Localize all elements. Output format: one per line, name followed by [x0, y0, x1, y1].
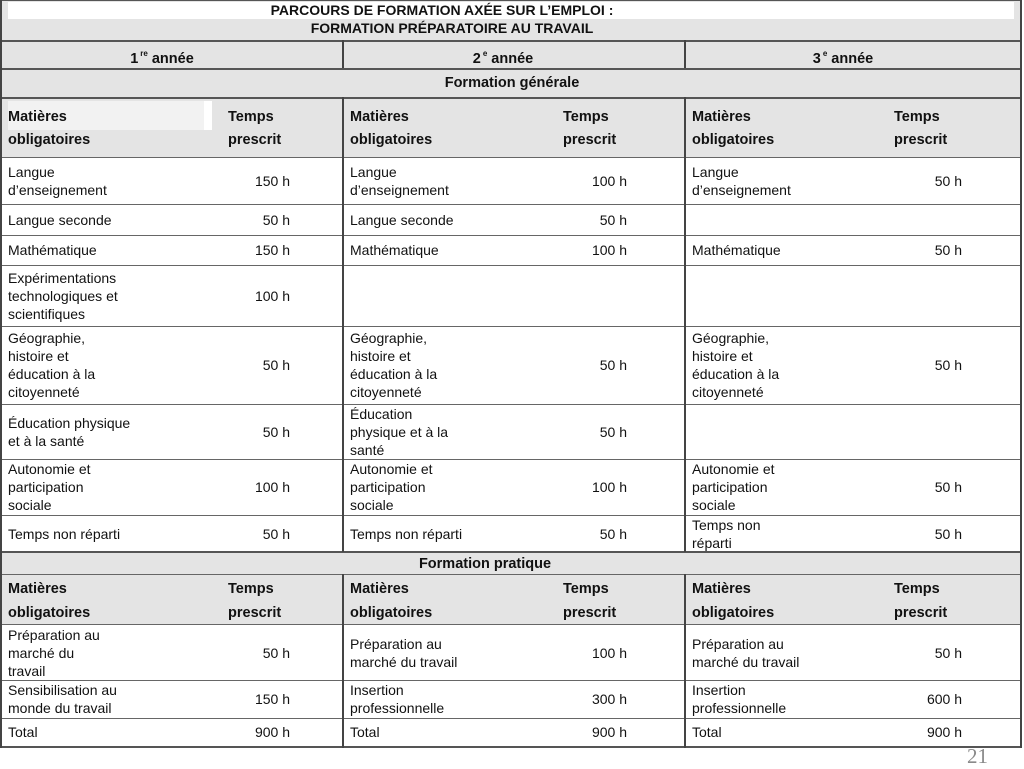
year-label: année — [151, 51, 194, 67]
horizontal-rule — [0, 574, 1022, 575]
general-row-1-time-1: 150 h — [254, 172, 290, 189]
practical-row-1-time-3: 50 h — [934, 644, 962, 661]
general-row-3-time-3: 50 h — [934, 242, 962, 258]
general-row-1-subject-3: Langue d’enseignement — [692, 163, 791, 198]
horizontal-rule — [0, 68, 1022, 70]
practical-row-2-time-1: 150 h — [254, 691, 290, 707]
header-text: prescrit — [563, 605, 617, 621]
practical-row-1-time-1: 50 h — [262, 644, 290, 661]
general-row-8-subject-2: Temps non réparti — [350, 525, 463, 542]
general-row-7-time-3: 50 h — [934, 479, 962, 495]
practical-row-1-subject-1: Préparation au marché du travail — [8, 626, 100, 679]
general-row-5-time-2: 50 h — [599, 357, 627, 373]
year-suffix: e — [822, 49, 828, 58]
year-label: année — [831, 51, 874, 67]
header-text: obligatoires — [350, 605, 433, 621]
general-row-2-time-1: 50 h — [262, 211, 290, 228]
practical-row-1-subject-2: Préparation au marché du travail — [350, 635, 458, 670]
general-row-2-time-3 — [886, 204, 962, 235]
horizontal-rule — [0, 746, 1022, 748]
general-time-header-1 — [220, 106, 342, 152]
general-row-7-time-2: 100 h — [591, 479, 627, 495]
header-text: Temps — [228, 581, 274, 597]
general-row-7-subject-1: Autonomie et participation sociale — [8, 461, 91, 513]
header-text: prescrit — [228, 132, 282, 148]
horizontal-rule — [0, 40, 1022, 42]
total-row-time-1: 900 h — [254, 724, 290, 740]
header-text: obligatoires — [350, 132, 433, 148]
general-row-3-time-1: 150 h — [254, 242, 290, 258]
horizontal-rule — [0, 97, 1022, 99]
horizontal-rule — [0, 551, 1022, 553]
vertical-rule — [0, 0, 2, 748]
general-row-6-subject-1: Éducation physique et à la santé — [8, 414, 131, 449]
general-row-2-time-2: 50 h — [599, 211, 627, 228]
general-row-8-time-2: 50 h — [599, 525, 627, 542]
general-row-6-subject-2: Éducation physique et à la santé — [350, 405, 449, 458]
horizontal-rule — [0, 326, 1022, 327]
horizontal-rule — [0, 235, 1022, 236]
general-row-1-time-2: 100 h — [591, 172, 627, 189]
header-text: Temps — [563, 109, 609, 125]
general-row-1-subject-1: Langue d’enseignement — [8, 163, 107, 198]
general-time-header-2 — [555, 106, 684, 152]
vertical-rule — [342, 40, 344, 68]
general-row-1-time-3: 50 h — [934, 172, 962, 189]
header-text: prescrit — [563, 132, 617, 148]
general-row-1-subject-2: Langue d’enseignement — [350, 163, 449, 198]
general-row-2-subject-2: Langue seconde — [350, 211, 454, 228]
general-row-3-subject-2: Mathématique — [350, 242, 439, 258]
total-row-time-3: 900 h — [926, 724, 962, 740]
general-row-4-subject-1: Expérimentations technologiques et scientifiques — [8, 269, 118, 322]
general-subject-header-2 — [342, 106, 555, 152]
general-time-header-3 — [886, 106, 1022, 152]
total-row-subject-1: Total — [8, 724, 38, 740]
practical-row-1-subject-3: Préparation au marché du travail — [692, 635, 800, 670]
year-label: année — [491, 51, 534, 67]
header-text: Matières — [350, 581, 409, 597]
header-text: Temps — [228, 109, 274, 125]
horizontal-rule — [0, 404, 1022, 405]
header-text: Temps — [563, 581, 609, 597]
header-text: Temps — [894, 581, 940, 597]
section-title-general: Formation générale — [444, 75, 580, 91]
general-row-8-time-3: 50 h — [934, 525, 962, 542]
general-row-8-time-1: 50 h — [262, 525, 290, 542]
horizontal-rule — [0, 459, 1022, 460]
general-row-3-subject-3: Mathématique — [692, 242, 781, 258]
top-rule — [0, 0, 1022, 1]
title-line-2: FORMATION PRÉPARATOIRE AU TRAVAIL — [310, 20, 594, 36]
general-row-4-time-1: 100 h — [254, 287, 290, 304]
general-row-5-time-1: 50 h — [262, 357, 290, 373]
general-row-5-time-3: 50 h — [934, 357, 962, 373]
horizontal-rule — [0, 265, 1022, 266]
header-text: prescrit — [894, 132, 948, 148]
header-text: Matières — [8, 581, 67, 597]
general-row-5-subject-3: Géographie, histoire et éducation à la citoyenneté — [692, 330, 780, 400]
practical-row-2-time-3: 600 h — [926, 691, 962, 707]
general-row-5-subject-2: Géographie, histoire et éducation à la citoyenneté — [350, 330, 438, 400]
vertical-rule — [1020, 0, 1022, 748]
header-text: prescrit — [894, 605, 948, 621]
section-title-practical: Formation pratique — [418, 556, 552, 572]
general-subject-header-3 — [684, 106, 886, 152]
vertical-rule — [342, 574, 344, 748]
horizontal-rule — [0, 680, 1022, 681]
general-row-8-subject-3: Temps non réparti — [692, 516, 761, 551]
header-text: prescrit — [228, 605, 282, 621]
general-row-3-time-2: 100 h — [591, 242, 627, 258]
total-row-subject-2: Total — [350, 724, 380, 740]
header-text: obligatoires — [692, 132, 775, 148]
total-row-time-2: 900 h — [591, 724, 627, 740]
practical-time-header-1 — [220, 577, 342, 625]
general-row-6-time-1: 50 h — [262, 423, 290, 440]
general-row-7-time-1: 100 h — [254, 479, 290, 495]
year-suffix: re — [140, 49, 148, 58]
general-row-7-subject-2: Autonomie et participation sociale — [350, 461, 433, 513]
general-subject-header-1 — [0, 106, 220, 152]
page-number: 21 — [967, 744, 988, 768]
year-suffix: e — [482, 49, 488, 58]
horizontal-rule — [0, 515, 1022, 516]
year-number: 1 — [130, 51, 139, 67]
general-row-4-time-3 — [886, 265, 962, 326]
header-text: obligatoires — [692, 605, 775, 621]
header-text: obligatoires — [8, 605, 91, 621]
horizontal-rule — [0, 624, 1022, 625]
practical-row-1-time-2: 100 h — [591, 644, 627, 661]
practical-row-2-subject-2: Insertion professionnelle — [350, 682, 445, 716]
general-row-6-time-3 — [886, 404, 962, 459]
header-text: Temps — [894, 109, 940, 125]
practical-row-2-time-2: 300 h — [591, 691, 627, 707]
general-row-7-subject-3: Autonomie et participation sociale — [692, 461, 775, 513]
year-header-1 — [82, 45, 242, 68]
title-line-1: PARCOURS DE FORMATION AXÉE SUR L’EMPLOI : — [270, 2, 614, 18]
total-row-subject-3: Total — [692, 724, 722, 740]
header-text: Matières — [350, 109, 409, 125]
practical-row-2-subject-1: Sensibilisation au monde du travail — [8, 682, 117, 716]
horizontal-rule — [0, 157, 1022, 158]
horizontal-rule — [0, 204, 1022, 205]
header-text: Matières — [692, 109, 751, 125]
general-row-5-subject-1: Géographie, histoire et éducation à la citoyenneté — [8, 330, 96, 400]
practical-time-header-3 — [886, 577, 1022, 625]
year-number: 3 — [812, 51, 821, 67]
practical-row-2-subject-3: Insertion professionnelle — [692, 682, 787, 716]
year-header-2 — [423, 45, 583, 68]
horizontal-rule — [0, 718, 1022, 719]
vertical-rule — [342, 97, 344, 552]
practical-subject-header-2 — [342, 577, 555, 625]
year-number: 2 — [472, 51, 481, 67]
general-row-6-time-2: 50 h — [599, 423, 627, 440]
vertical-rule — [684, 97, 686, 552]
general-row-2-subject-1: Langue seconde — [8, 211, 112, 228]
vertical-rule — [684, 574, 686, 748]
vertical-rule — [684, 40, 686, 68]
practical-subject-header-1 — [0, 577, 220, 625]
year-header-3 — [763, 45, 923, 68]
general-row-3-subject-1: Mathématique — [8, 242, 97, 258]
practical-subject-header-3 — [684, 577, 886, 625]
general-row-4-time-2 — [555, 265, 627, 326]
header-text: Matières — [692, 581, 751, 597]
general-row-8-subject-1: Temps non réparti — [8, 525, 121, 542]
practical-time-header-2 — [555, 577, 684, 625]
header-text: Matières — [8, 109, 67, 125]
header-text: obligatoires — [8, 132, 91, 148]
